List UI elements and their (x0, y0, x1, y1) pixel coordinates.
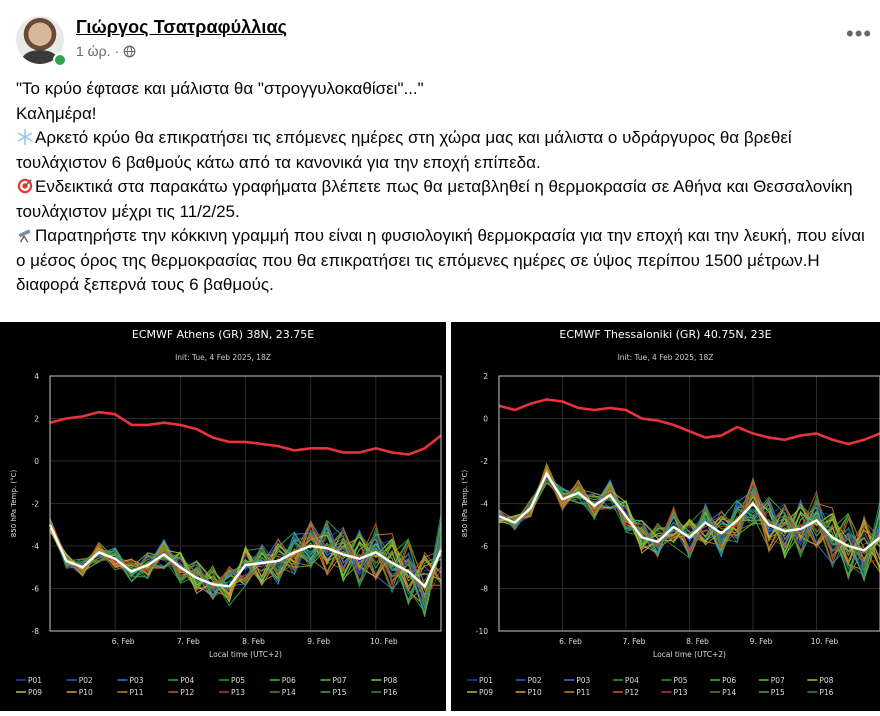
legend-label: P15 (332, 688, 347, 697)
post-line-2: Καλημέρα! (16, 103, 97, 123)
y-tick-label: 2 (483, 372, 488, 381)
legend-label: P13 (231, 688, 246, 697)
legend-label: P16 (383, 688, 398, 697)
legend-label: P03 (576, 676, 591, 685)
y-tick-label: -6 (480, 542, 488, 551)
legend-label: P15 (770, 688, 785, 697)
legend-label: P08 (819, 676, 834, 685)
legend-label: P04 (624, 676, 639, 685)
legend-label: P11 (129, 688, 144, 697)
legend-label: P09 (479, 688, 494, 697)
thessaloniki-chart[interactable] (451, 322, 880, 711)
snowflake-icon (16, 128, 34, 146)
y-tick-label: -10 (475, 627, 488, 636)
post-text (16, 77, 876, 298)
x-axis-label: Local time (UTC+2) (653, 650, 726, 659)
x-tick-label: 8. Feb (242, 637, 265, 646)
legend-label: P14 (281, 688, 296, 697)
post-line-1: "Το κρύο έφτασε και μάλιστα θα "στρογγυλοκαθίσει"..." (16, 79, 424, 98)
x-tick-label: 10. Feb (810, 637, 839, 646)
y-tick-label: 0 (483, 414, 488, 424)
y-tick-label: -2 (480, 457, 488, 466)
chart-subtitle: Init: Tue, 4 Feb 2025, 18Z (175, 353, 271, 362)
legend-label: P05 (231, 676, 246, 685)
y-axis-label: 850 hPa Temp. (°C) (461, 469, 469, 538)
y-tick-label: -8 (31, 627, 39, 636)
y-tick-label: -4 (480, 499, 488, 509)
legend-label: P13 (673, 688, 688, 697)
y-tick-label: 4 (34, 372, 39, 381)
x-tick-label: 8. Feb (686, 637, 709, 646)
x-tick-label: 9. Feb (307, 637, 331, 646)
legend-label: P11 (576, 688, 591, 697)
legend-label: P12 (180, 688, 195, 697)
legend-label: P08 (383, 676, 398, 685)
x-tick-label: 6. Feb (111, 637, 135, 646)
chart-subtitle: Init: Tue, 4 Feb 2025, 18Z (617, 353, 714, 362)
legend-label: P06 (281, 676, 296, 685)
chart-title: ECMWF Athens (GR) 38N, 23.75E (131, 328, 315, 341)
legend-label: P04 (180, 676, 195, 685)
post-line-4-text: Ενδεικτικά στα παρακάτω γραφήματα βλέπετε πως θα μεταβληθεί η θερμοκρασία σε Αθήνα και Θεσσαλονίκη τουλάχιστον μέχρι τις 11/2/25. (16, 177, 853, 221)
y-tick-label: 2 (34, 414, 39, 424)
post-line-3 (16, 126, 876, 175)
x-tick-label: 7. Feb (176, 637, 200, 646)
chart-svg (0, 322, 446, 711)
legend-label: P05 (673, 676, 688, 685)
y-tick-label: -2 (31, 499, 39, 509)
x-tick-label: 7. Feb (622, 637, 646, 646)
legend-label: P10 (527, 688, 542, 697)
chart-title: ECMWF Thessaloniki (GR) 40.75N, 23E (559, 328, 772, 341)
legend-label: P10 (78, 688, 93, 697)
x-axis-label: Local time (UTC+2) (209, 650, 282, 659)
legend-label: P01 (479, 676, 494, 685)
legend-label: P03 (129, 676, 144, 685)
chart-images[interactable] (0, 322, 880, 711)
target-icon (16, 177, 34, 195)
online-status-dot (53, 53, 67, 67)
legend-label: P07 (332, 676, 347, 685)
more-options-button[interactable]: ••• (846, 21, 873, 46)
chart-svg (451, 322, 880, 711)
y-axis-label: 850 hPa Temp. (°C) (10, 469, 18, 538)
x-tick-label: 9. Feb (749, 637, 773, 646)
y-tick-label: -4 (31, 542, 39, 551)
post-line-5-text: Παρατηρήστε την κόκκινη γραμμή που είναι η φυσιολογική θερμοκρασία για την εποχή και την λευκή, που είναι ο μέσος όρος της θερμοκρασίας που θα επικρατήσει τις επόμενες ημέρες σε ύψος περίπου 1500 μέτρων.Η διαφορά ξεπερνά τους 6 βαθμούς. (16, 226, 865, 294)
y-tick-label: 0 (34, 457, 39, 466)
legend-label: P12 (624, 688, 639, 697)
x-tick-label: 10. Feb (370, 637, 398, 646)
legend-label: P07 (770, 676, 785, 685)
legend-label: P09 (28, 688, 43, 697)
meta-separator: · (114, 43, 120, 59)
athens-chart[interactable] (0, 322, 446, 711)
author-name[interactable]: Γιώργος Τσατραφύλλιας (76, 17, 288, 37)
post-line-3-text: Αρκετό κρύο θα επικρατήσει τις επόμενες ημέρες στη χώρα μας και μάλιστα ο υδράργυρος θα βρεθεί τουλάχιστον 6 βαθμούς κάτω από τα κανονικά για την εποχή επίπεδα. (16, 128, 792, 172)
legend-label: P02 (78, 676, 93, 685)
post-line-4 (16, 175, 876, 224)
y-tick-label: -6 (31, 584, 39, 594)
telescope-icon (16, 226, 34, 244)
legend-label: P02 (527, 676, 542, 685)
legend-label: P14 (722, 688, 737, 697)
globe-icon[interactable] (123, 45, 136, 58)
post-time[interactable]: 1 ώρ. (76, 43, 111, 59)
legend-label: P01 (28, 676, 43, 685)
legend-label: P16 (819, 688, 834, 697)
post-line-5 (16, 224, 876, 298)
legend-label: P06 (722, 676, 737, 685)
post-meta (76, 43, 136, 59)
post-header (0, 0, 880, 72)
x-tick-label: 6. Feb (559, 637, 582, 646)
y-tick-label: -8 (480, 584, 488, 594)
